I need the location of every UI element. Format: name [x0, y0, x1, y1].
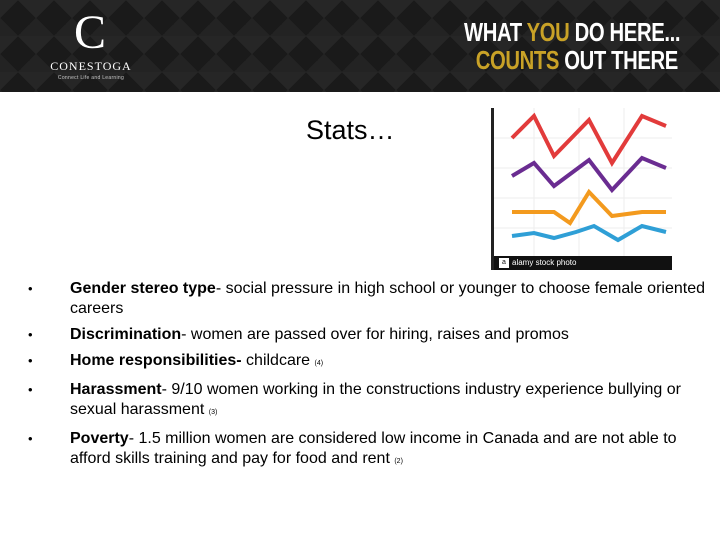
bullet-item: • Gender stereo type- social pressure in high school or younger to choose female oriented careers — [28, 280, 705, 317]
bullet-item: • Harassment- 9/10 women working in the constructions industry experience bullying or sexual harassment (3) — [28, 381, 681, 418]
slogan-line-2: COUNTS OUT THERE — [475, 45, 678, 75]
slide-title: Stats… — [306, 115, 395, 145]
decorative-line-chart — [494, 108, 672, 256]
bullet-dot-icon: • — [28, 382, 33, 397]
citation-ref: (2) — [394, 458, 403, 465]
conestoga-logo-icon — [68, 8, 112, 54]
citation-ref: (3) — [208, 409, 218, 416]
bullet-dot-icon: • — [28, 431, 33, 446]
stats-bullet-list — [28, 279, 708, 478]
slogan-line-1: WHAT YOU DO HERE... — [464, 17, 681, 47]
citation-ref: (4) — [314, 360, 324, 367]
logo-tagline: Connect Life and Learning — [57, 75, 125, 81]
bullet-item: • Discrimination- women are passed over for hiring, raises and promos — [28, 326, 569, 343]
bullet-item: • Home responsibilities- childcare (4) — [28, 352, 324, 369]
header-banner — [0, 0, 720, 92]
bullet-dot-icon: • — [28, 327, 33, 342]
slogan — [464, 17, 681, 75]
chart-line-red — [512, 116, 666, 163]
chart-line-purple — [512, 158, 666, 190]
bullet-dot-icon: • — [28, 353, 33, 368]
alamy-logo-icon: a — [499, 258, 509, 268]
bullet-item: • Poverty- 1.5 million women are considered low income in Canada and are not able to afford skills training and pay for food and rent (2) — [28, 430, 677, 467]
stock-chart-image — [491, 108, 672, 270]
logo-name: CONESTOGA — [50, 59, 132, 73]
bullet-dot-icon: • — [28, 281, 33, 296]
svg-text:C: C — [73, 8, 107, 54]
watermark-bar — [494, 256, 672, 270]
chart-line-orange — [512, 192, 666, 223]
watermark-text: alamy stock photo — [512, 258, 577, 267]
